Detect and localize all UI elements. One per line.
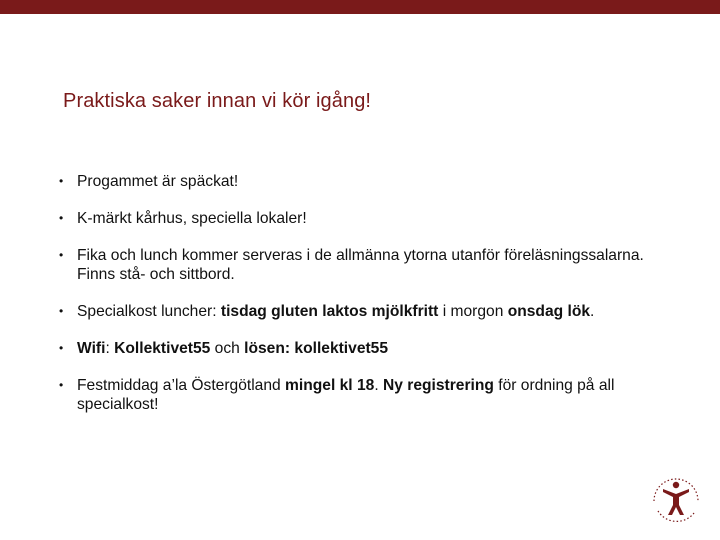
bullet-marker: •: [59, 341, 64, 355]
bullet-list: [59, 172, 669, 432]
bullet-marker: •: [59, 211, 64, 225]
bullet-text: [77, 173, 238, 190]
bullet-run: Specialkost luncher:: [77, 303, 221, 320]
slide-title: Praktiska saker innan vi kör igång!: [63, 90, 372, 112]
bullet-run: Progammet är späckat!: [77, 173, 239, 190]
bullet-run: .: [374, 377, 383, 394]
bullet-marker: •: [59, 378, 64, 392]
bullet-bold-run: mingel kl 18: [285, 377, 375, 394]
bullet-marker: •: [59, 174, 64, 188]
bullet-run: Fika och lunch kommer serveras i de allmänna ytorna utanför föreläsningssalarna. Finns stå- och sittbord.: [77, 247, 644, 283]
bullet-item: [59, 302, 669, 321]
bullet-bold-run: Wifi: [77, 340, 106, 357]
bullet-bold-run: Kollektivet55: [114, 340, 211, 357]
bullet-item: [59, 339, 669, 358]
bullet-bold-run: lösen: kollektivet55: [244, 340, 389, 357]
bullet-item: [59, 376, 669, 414]
bullet-run: K-märkt kårhus, speciella lokaler!: [77, 210, 307, 227]
bullet-text: [77, 247, 644, 283]
bullet-run: Festmiddag a’la Östergötland: [77, 377, 286, 394]
bullet-marker: •: [59, 304, 64, 318]
bullet-marker: •: [59, 248, 64, 262]
bullet-bold-run: onsdag lök: [507, 303, 591, 320]
top-accent-bar: [0, 0, 720, 14]
bullet-run: och: [210, 340, 245, 357]
bullet-text: [77, 377, 614, 413]
bullet-text: [77, 210, 307, 227]
bullet-run: .: [590, 303, 595, 320]
organization-logo-icon: [646, 467, 706, 527]
bullet-item: [59, 246, 669, 284]
bullet-run: i morgon: [438, 303, 508, 320]
bullet-run: :: [105, 340, 115, 357]
bullet-text: [77, 303, 594, 320]
bullet-text: [77, 340, 388, 357]
bullet-run: för ordning på all specialkost!: [77, 377, 615, 413]
bullet-item: [59, 172, 669, 191]
bullet-bold-run: Ny registrering: [382, 377, 494, 394]
bullet-item: [59, 209, 669, 228]
bullet-bold-run: tisdag gluten laktos mjölkfritt: [220, 303, 439, 320]
